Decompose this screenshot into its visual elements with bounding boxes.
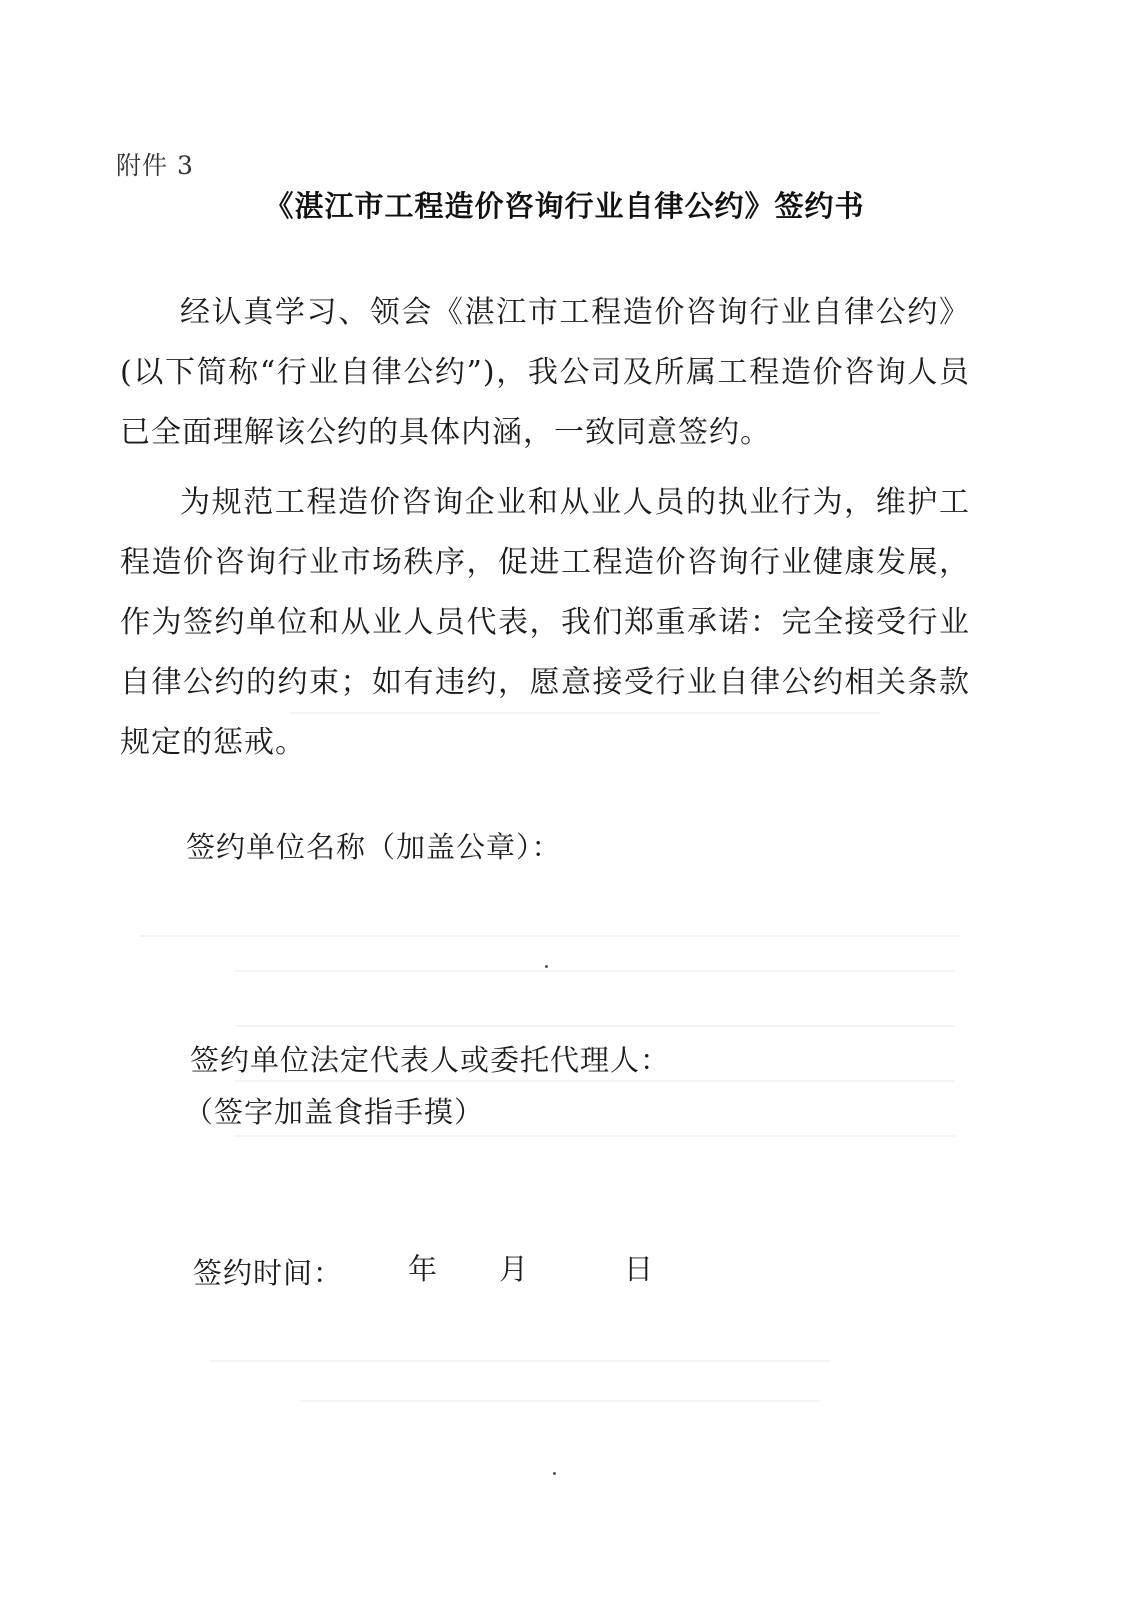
paragraph-commitment: 为规范工程造价咨询企业和从业人员的执业行为，维护工程造价咨询行业市场秩序，促进工程造价咨询行业健康发展，作为签约单位和从业人员代表，我们郑重承诺：完全接受行业自律公约的约束；如有违约，愿意接受行业自律公约相关条款规定的惩戒。 bbox=[120, 485, 970, 760]
scan-speck bbox=[545, 965, 548, 968]
signature-fingerprint-note: （签字加盖食指手摸） bbox=[184, 1095, 485, 1129]
scan-speck bbox=[553, 1472, 556, 1475]
scan-artifact bbox=[235, 1080, 955, 1082]
scan-artifact bbox=[140, 935, 960, 937]
scan-artifact bbox=[210, 1360, 830, 1362]
signing-date-label: 签约时间： bbox=[193, 1256, 344, 1290]
signing-unit-name-label: 签约单位名称（加盖公章）： bbox=[186, 830, 562, 864]
scan-artifact bbox=[235, 1135, 955, 1137]
scan-artifact bbox=[235, 970, 955, 972]
attachment-label: 附件 3 bbox=[116, 151, 194, 180]
date-day-label: 日 bbox=[624, 1252, 655, 1286]
scan-artifact bbox=[235, 1025, 955, 1027]
legal-representative-label: 签约单位法定代表人或委托代理人： bbox=[190, 1043, 671, 1077]
date-month-label: 月 bbox=[499, 1252, 530, 1286]
date-year-label: 年 bbox=[408, 1252, 439, 1286]
paragraph-understanding: 经认真学习、领会《湛江市工程造价咨询行业自律公约》(以下简称“行业自律公约”)，我公司及所属工程造价咨询人员已全面理解该公约的具体内涵，一致同意签约。 bbox=[120, 295, 970, 450]
document-title: 《湛江市工程造价咨询行业自律公约》签约书 bbox=[264, 189, 865, 223]
document-body bbox=[120, 283, 970, 783]
scan-artifact bbox=[300, 1400, 820, 1402]
